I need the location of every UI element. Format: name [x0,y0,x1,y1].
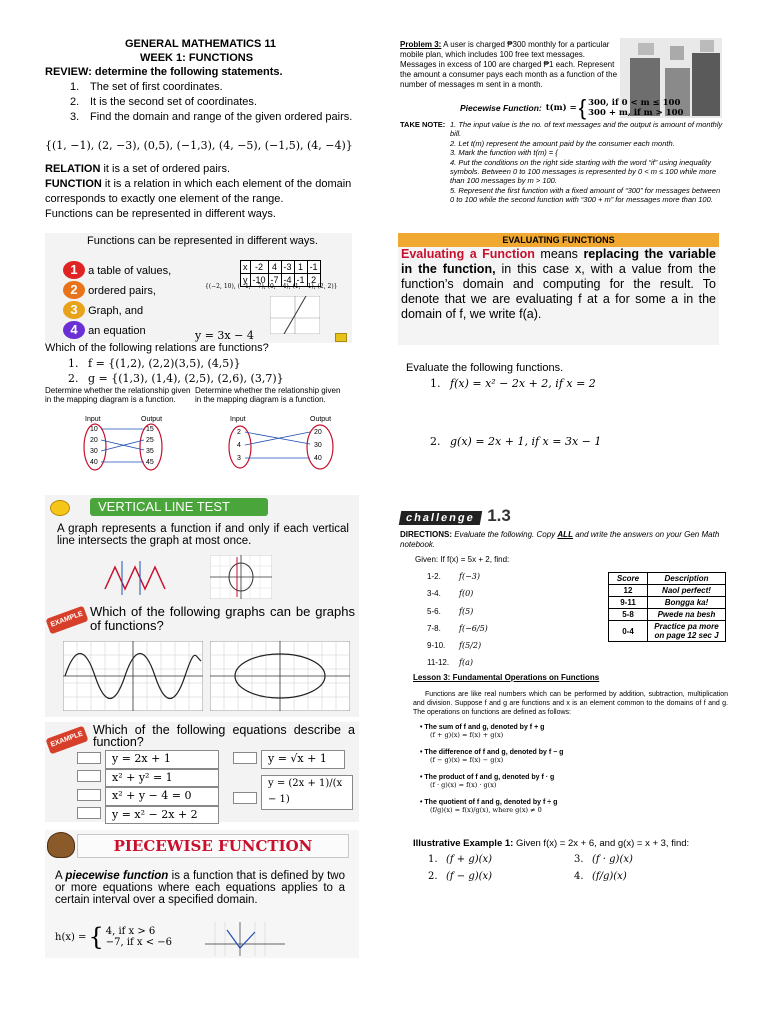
equations-panel [45,722,359,822]
answer-checkbox[interactable] [77,770,101,782]
represent-intro: Functions can be represented in different ways. [45,208,276,220]
answer-checkbox[interactable] [77,807,101,819]
answer-checkbox[interactable] [77,789,101,801]
answer-checkbox[interactable] [77,752,101,764]
given: Given: If f(x) = 5x + 2, find: [415,555,510,564]
piecewise-term: piecewise function [65,870,169,882]
eval-item-1: 1. f(x) = x² − 2x + 2, if x = 2 [430,377,596,390]
svg-text:Input: Input [85,416,101,423]
example-badge: EXAMPLE [45,606,88,635]
function-def: it is a relation in which each element of the domain corresponds to exactly one element of the range. [45,178,352,205]
smiley-icon [50,500,70,516]
rep-equation: y = 3x − 4 [195,329,254,342]
illustrative-example: Illustrative Example 1: Given f(x) = 2x + 6, and g(x) = x + 3, find: [413,838,690,849]
equation-option: x² + y − 4 = 0 [105,787,219,806]
svg-text:Input: Input [230,416,246,423]
svg-text:40: 40 [314,455,322,462]
challenge-word: challenge [399,511,482,525]
page-title: GENERAL MATHEMATICS 11 [125,38,276,50]
svg-text:20: 20 [314,429,322,436]
takenote-label: TAKE NOTE: [400,120,446,129]
svg-text:20: 20 [90,437,98,444]
which-question: Which of the following relations are functions? [45,342,269,354]
ellipse-graph [210,641,350,711]
rep-item-label: an equation [88,325,146,337]
svg-text:Output: Output [141,416,163,423]
svg-text:10: 10 [90,426,98,433]
op-formula: (f + g)(x) = f(x) + g(x) [430,731,504,739]
takenote-item: 3. Mark the function with t(m) = { [450,148,558,158]
svg-text:25: 25 [146,437,154,444]
left-equations [77,750,219,824]
eval-item-2: 2. g(x) = 2x + 1, if x = 3x − 1 [430,435,602,448]
evaluating-def: Evaluating a Function means replacing the variable in the function, in this case x, with a value from the function’s domain and computing for the result. To denote that we are evaluating f at a for some a in the domain of f, we write f(a). [401,247,717,321]
challenge-number: 1.3 [487,506,511,525]
pw-label: Piecewise Function: [460,103,542,113]
which-item: g = {(1,3), (1,4), (2,5), (2,6), (3,7)} [88,372,284,385]
svg-text:2: 2 [237,429,241,436]
rep-item-label: ordered pairs, [88,285,156,297]
number-badge: 4 [63,321,85,339]
piecewise-panel [45,830,359,958]
problem-text: A user is charged ₱300 monthly for a particular mobile plan, which includes 100 free text messages. Messages in excess of 100 are charged ₱1 each. Represent the amount a consumer pays each month as a function of the number of messages m sent in a month. [400,40,618,89]
circle-graph [210,555,272,599]
mapping-caption: Determine whether the relationship given in the mapping diagram is a function. [45,386,191,404]
directions: DIRECTIONS: Evaluate the following. Copy ALL and write the answers on your Gen Math notebook. [400,530,720,549]
vlt-banner: VERTICAL LINE TEST [90,498,268,516]
vertical-line-test-panel [45,495,359,717]
rep-heading: Functions can be represented in different ways. [87,235,318,247]
op-title: The difference of f and g, denoted by f − g [424,749,564,756]
values-table: x -2 4 -3 1 -1 y -10 -7 -4 -1 2 [240,260,321,287]
mapping-diagram-1 [45,386,191,472]
badge-icon [335,333,347,342]
eq-question: Which of the following equations describe a function? [93,723,355,749]
challenge-list: 1-2. f(−3) 3-4. f(0) 5-6. f(5) 7-8. f(−6/5) 9-10. f(5/2) 11-12. f(a) [427,572,488,668]
number-badge: 3 [63,301,85,319]
line-graph [270,296,320,334]
eval-emphasis: replacing the variable in the function, [401,247,717,276]
take-note [400,120,725,205]
piecewise-graph [205,922,285,956]
number-badge: 2 [63,281,85,299]
number-badge: 1 [63,261,85,279]
right-equations [233,750,353,810]
lesson-intro: Functions are like real numbers which can be performed by addition, subtraction, multiplication and division. Suppose f and g are functions and x is an element common to the domains of f and g. The operations on functions are defined as follows: [413,691,728,716]
answer-checkbox[interactable] [233,752,257,764]
takenote-item: 5. Represent the first function with a fixed amount of “300” for messages between 0 to 100 while the second function with “300 + m” for messages more than 100. [450,185,721,205]
equation-option: y = √x + 1 [261,750,345,769]
illus-items-left: 1. (f + g)(x) 2. (f − g)(x) [428,854,493,882]
lesson-title: Lesson 3: Fundamental Operations on Functions [413,673,600,682]
problem-3 [400,40,618,90]
evaluating-panel [398,233,719,345]
op-formula: (f · g)(x) = f(x) · g(x) [430,781,497,789]
example-badge: EXAMPLE [45,726,88,755]
svg-text:Output: Output [310,416,332,423]
problem-label: Problem 3: [400,40,442,49]
rep-item-label: Graph, and [88,305,144,317]
svg-text:35: 35 [146,448,154,455]
mapping-diagram-2 [195,386,348,472]
ordered-pairs-set: {(1, −1), (2, −3), (0,5), (−1,3), (4, −5), (−1,5), (4, −4)} [45,139,353,152]
function-term: FUNCTION [45,178,102,190]
representation-panel [45,233,352,343]
which-list: 1. f = {(1,2), (2,2)(3,5), (4,5)} 2. g = {(1,3), (1,4), (2,5), (2,6), (3,7)} [68,357,284,385]
operations-list: • The sum of f and g, denoted by f + g (f + g)(x) = f(x) + g(x) • The difference of f and g, denoted by f − g (f − g)(x) = f(x) − g(x) • The product of f and g, denoted by f · g (f · g)(x) = f(x) · g(x) • The quotient of f and g, denoted by f ÷ g (f/g)(x) = f(x)/g(x), where g(x) ≠ 0 [420,724,720,824]
sine-graph [63,641,203,711]
vlt-question: Which of the following graphs can be graphs of functions? [90,604,355,633]
rep-list [63,261,171,341]
eval-prompt: Evaluate the following functions. [406,362,564,374]
op-title: The product of f and g, denoted by f · g [424,774,555,781]
mapping-caption: Determine whether the relationship given in the mapping diagram is a function. [195,386,341,404]
piecewise-banner: PIECEWISE FUNCTION [77,834,349,858]
svg-text:15: 15 [146,426,154,433]
pairs-text: {(−2, 10), (−1, −7), (0, −4), (1, −1), (2, 2)} [205,283,338,290]
score-table: Score Description 12 Naol perfect! 9-11 Bongga ka! 5-8 Pwede na besh 0-4 Practice pa more on page 12 sec J [608,572,726,642]
equation-option: x² + y² = 1 [105,769,219,788]
svg-text:30: 30 [90,448,98,455]
takenote-item: 4. Put the conditions on the right side starting with the word “if” using inequality symbols. Between 0 to 100 messages is represented by 0 < m ≤ 100 while more than 100 messages by m > 100. [450,157,717,186]
equation-option: y = 2x + 1 [105,750,219,769]
answer-checkbox[interactable] [233,792,257,804]
evaluating-banner: EVALUATING FUNCTIONS [398,233,719,247]
eval-term: Evaluating a Function [401,247,535,261]
problem-piecewise: Piecewise Function: t(m) = { 300, if 0 < m ≤ 100 300 + m, if m > 100 [460,95,684,120]
definitions [45,162,360,222]
piecewise-def: A piecewise function is a function that is defined by two or more equations where each equations applies to a certain interval over a specified domain. [55,870,346,906]
rep-item-label: a table of values, [88,265,172,277]
relation-def: it is a set of ordered pairs. [100,163,231,175]
review-heading: REVIEW: determine the following statements. [45,66,283,78]
op-title: The sum of f and g, denoted by f + g [424,724,545,731]
challenge-heading [400,506,511,526]
op-title: The quotient of f and g, denoted by f ÷ g [424,799,558,806]
review-list: 1. The set of first coordinates. 2. It is the second set of coordinates. 3. Find the domain and range of the given ordered pairs. [70,81,353,123]
review-item: It is the second set of coordinates. [90,96,257,108]
svg-text:30: 30 [314,442,322,449]
equation-option: y = x² − 2x + 2 [105,806,219,825]
svg-text:40: 40 [90,459,98,466]
relation-term: RELATION [45,163,101,175]
takenote-item: 1. The input value is the no. of text messages and the output is amount of monthly bill. [450,120,723,139]
illus-items-right: 3. (f · g)(x) 4. (f/g)(x) [574,854,633,882]
page-subtitle: WEEK 1: FUNCTIONS [140,52,254,64]
op-formula: (f − g)(x) = f(x) − g(x) [430,756,504,764]
equation-option: y = (2x + 1)/(x − 1) [261,775,353,810]
vlt-text: A graph represents a function if and only if each vertical line intersects the graph at most once. [57,523,349,547]
takenote-item: 2. Let t(m) represent the amount paid by the consumer each month. [450,138,675,148]
review-item: Find the domain and range of the given ordered pairs. [90,111,353,123]
teacher-avatar-icon [47,832,75,858]
piecewise-formula: h(x) = { 4, if x > 6 −7, if x < −6 [55,923,173,951]
svg-text:3: 3 [237,455,241,462]
svg-text:4: 4 [237,442,241,449]
op-formula: (f/g)(x) = f(x)/g(x), where g(x) ≠ 0 [430,806,542,814]
svg-text:45: 45 [146,459,154,466]
review-item: The set of first coordinates. [90,81,223,93]
which-item: f = {(1,2), (2,2)(3,5), (4,5)} [88,357,241,370]
